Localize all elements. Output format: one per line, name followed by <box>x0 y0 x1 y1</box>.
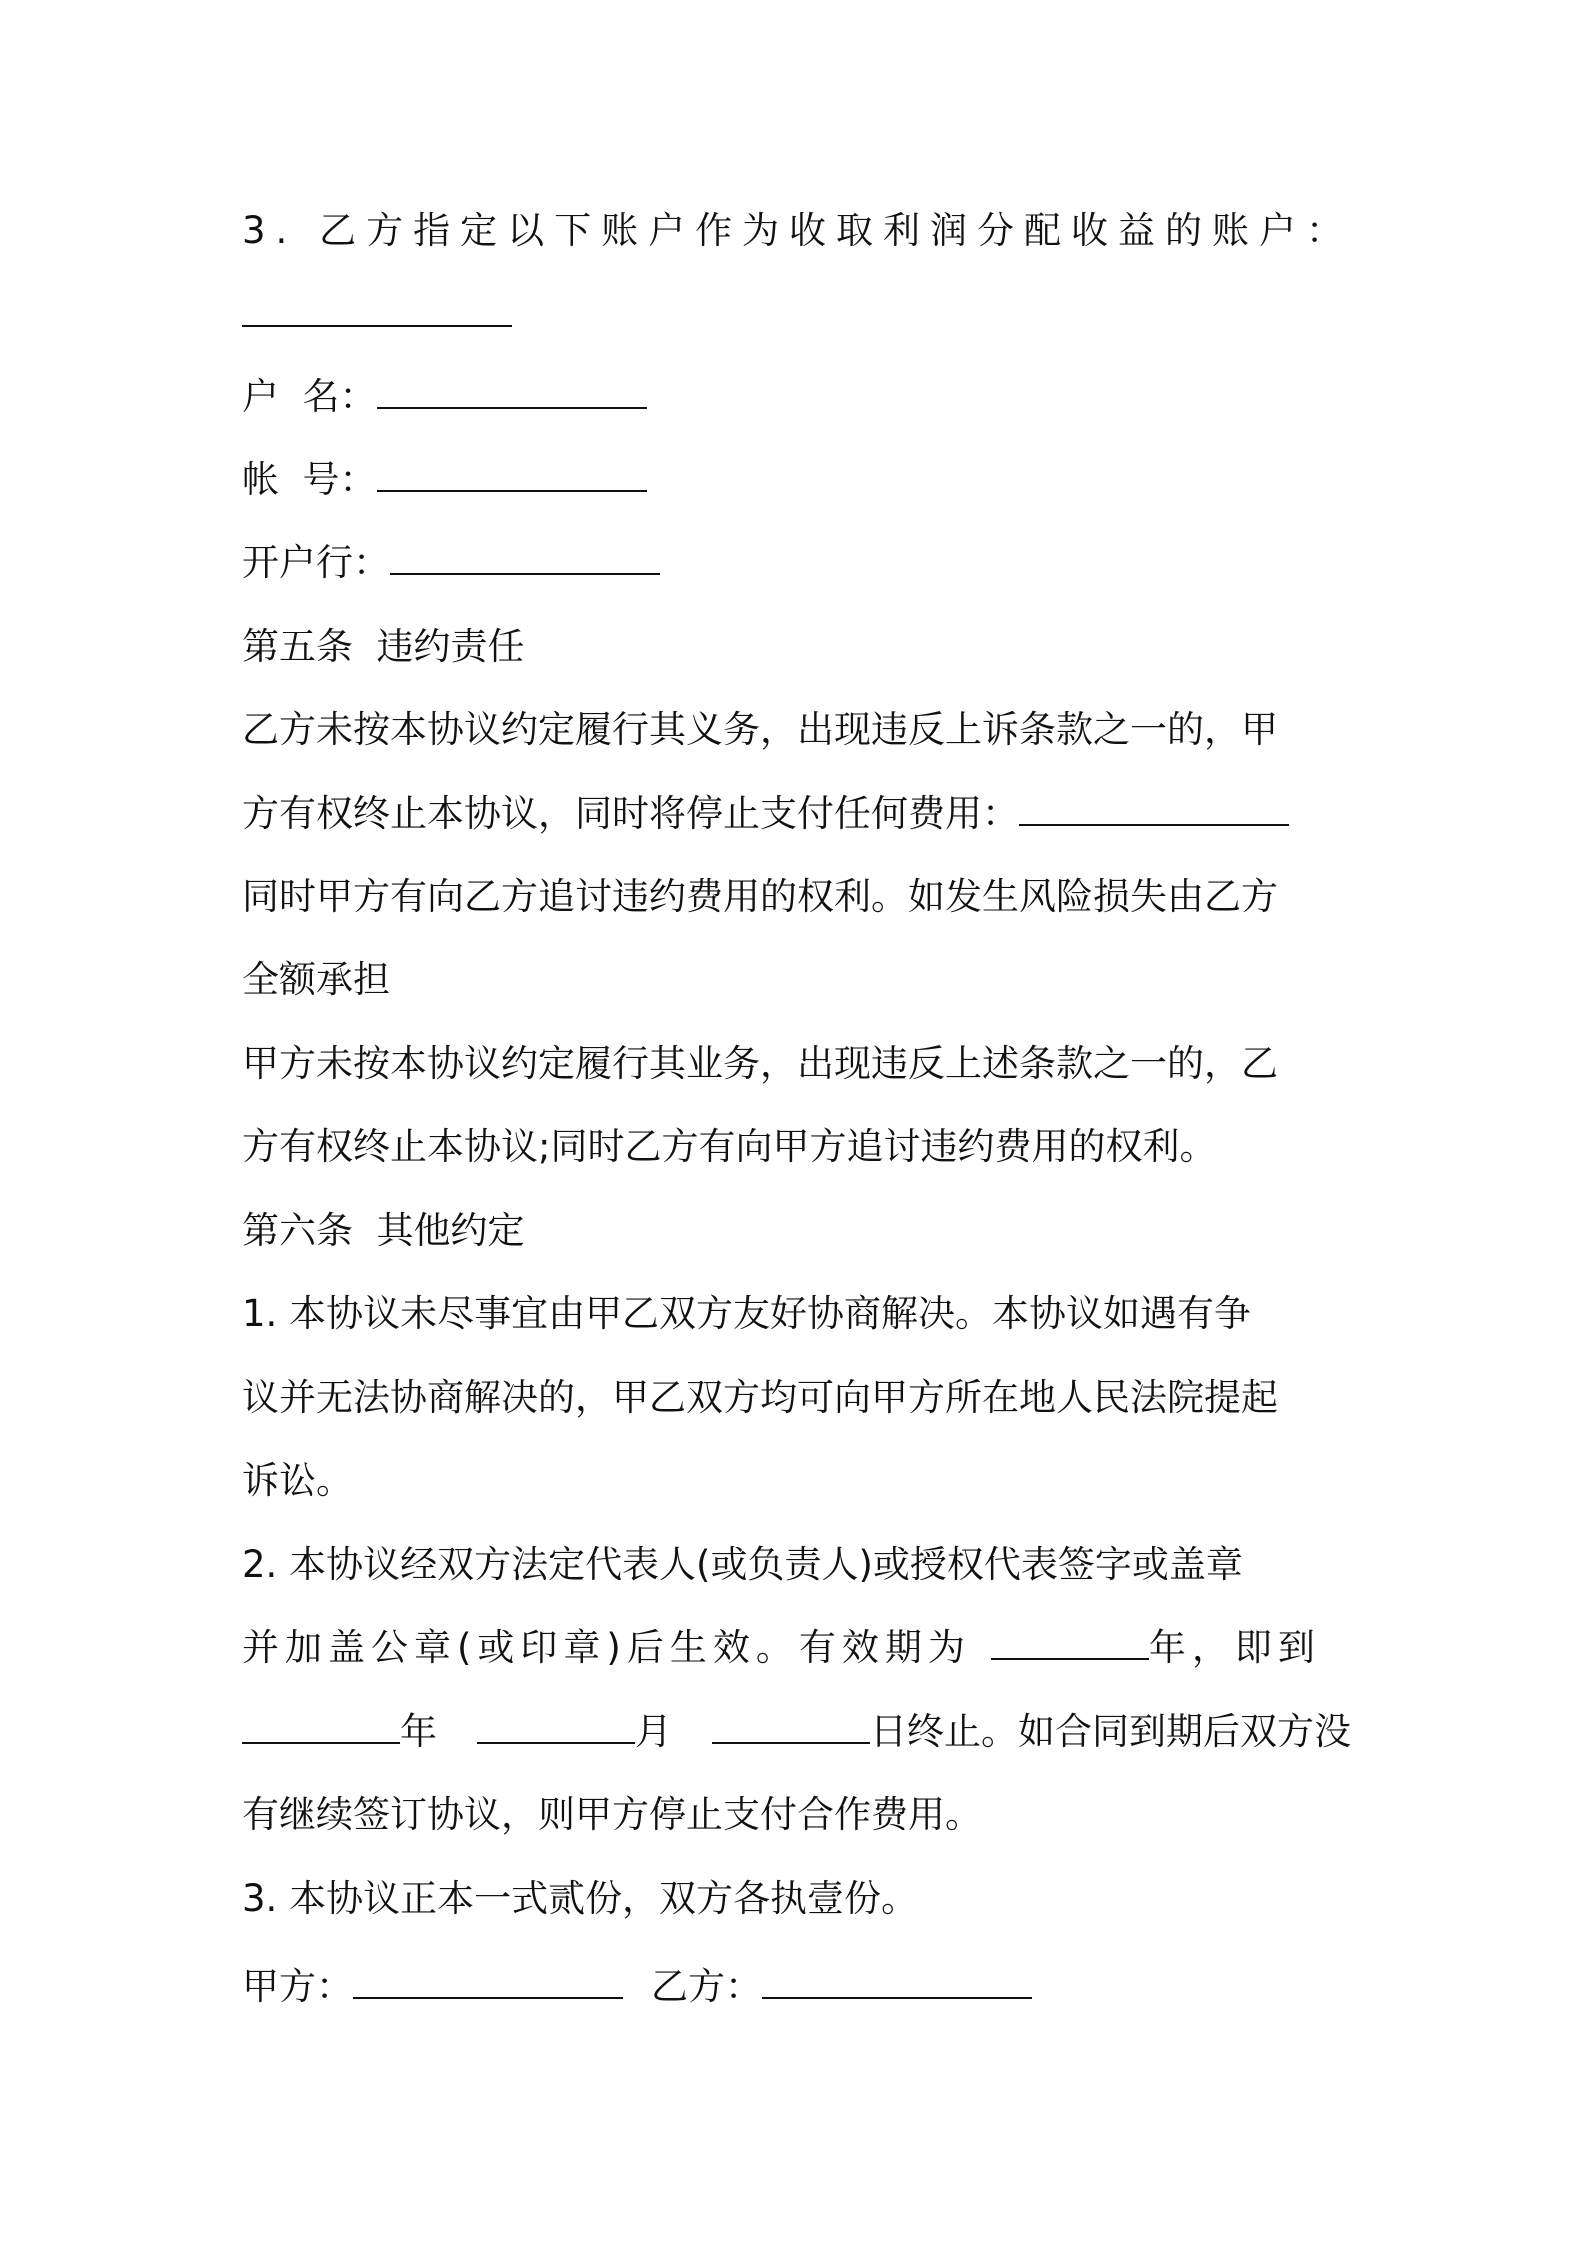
account-no-blank <box>377 460 647 492</box>
validity-years-blank <box>991 1628 1149 1660</box>
article5-p1-line3 <box>242 872 1362 922</box>
article5-p1-line2 <box>242 789 1362 839</box>
account-name-blank <box>377 377 647 409</box>
article6-item1-line2 <box>242 1373 1362 1423</box>
party-b-signature-blank <box>762 1967 1032 1999</box>
article6-item1-line1 <box>242 1289 1362 1339</box>
article6-item2-line1-text: 2. 本协议经双方法定代表人(或负责人)或授权代表签字或盖章 <box>242 1543 1243 1586</box>
article6-item1-line3-text: 诉讼。 <box>242 1459 353 1502</box>
end-day-blank <box>712 1712 870 1744</box>
article6-item1-line1-text: 1. 本协议未尽事宜由甲乙双方友好协商解决。本协议如遇有争 <box>242 1292 1252 1335</box>
article6-heading <box>242 1206 1362 1256</box>
fee-blank <box>1019 794 1289 826</box>
account-no-line <box>242 455 1362 505</box>
end-month-label: 月 <box>635 1710 672 1753</box>
article6-item3-text: 3. 本协议正本一式贰份，双方各执壹份。 <box>242 1877 919 1920</box>
article5-p2-line1 <box>242 1039 1362 1089</box>
article6-item2-line3 <box>242 1707 1362 1757</box>
clause3-intro <box>242 206 1362 256</box>
end-day-label: 日终止。如合同到期后双方没 <box>870 1710 1351 1753</box>
party-a-signature-blank <box>353 1967 623 1999</box>
article6-item2-line4-text: 有继续签订协议，则甲方停止支付合作费用。 <box>242 1793 982 1836</box>
end-year-label: 年 <box>400 1710 437 1753</box>
account-name-line <box>242 372 1362 422</box>
article5-p1-line4-text: 全额承担 <box>242 958 390 1001</box>
article6-item2-line4 <box>242 1790 1362 1840</box>
article6-item2-line1 <box>242 1540 1362 1590</box>
article6-item2-line2-text-a: 并加盖公章(或印章)后生效。有效期为 <box>242 1626 971 1669</box>
signature-line <box>242 1962 1362 2012</box>
end-month-blank <box>477 1712 635 1744</box>
bank-label: 开户行： <box>242 541 390 584</box>
end-year-blank <box>242 1712 400 1744</box>
account-no-label: 帐 号： <box>242 458 377 501</box>
account-blank <box>242 295 512 327</box>
clause3-intro-text: 3. 乙方指定以下账户作为收取利润分配收益的账户： <box>242 209 1354 252</box>
account-blank-line <box>242 290 1362 340</box>
party-a-label: 甲方： <box>242 1965 353 2008</box>
article5-p1-line3-text: 同时甲方有向乙方追讨违约费用的权利。如发生风险损失由乙方 <box>242 875 1278 918</box>
article5-p1-line1-text: 乙方未按本协议约定履行其义务，出现违反上诉条款之一的，甲 <box>242 708 1278 751</box>
article6-item3 <box>242 1874 1362 1924</box>
article5-p1-line4 <box>242 955 1362 1005</box>
account-name-label: 户 名： <box>242 375 377 418</box>
party-b-label: 乙方： <box>651 1965 762 2008</box>
article6-item1-line2-text: 议并无法协商解决的，甲乙双方均可向甲方所在地人民法院提起 <box>242 1376 1278 1419</box>
article5-heading <box>242 622 1362 672</box>
article6-heading-text: 第六条 其他约定 <box>242 1209 525 1252</box>
article5-p2-line1-text: 甲方未按本协议约定履行其业务，出现违反上述条款之一的，乙 <box>242 1042 1278 1085</box>
article5-heading-text: 第五条 违约责任 <box>242 625 525 668</box>
article6-item2-line2-text-b: 年，即到 <box>1148 1626 1321 1669</box>
article5-p2-line2 <box>242 1122 1362 1172</box>
bank-blank <box>390 543 660 575</box>
bank-line <box>242 538 1362 588</box>
article5-p1-line1 <box>242 705 1362 755</box>
article6-item2-line2 <box>242 1623 1362 1673</box>
article6-item1-line3 <box>242 1456 1362 1506</box>
article5-p1-line2-text: 方有权终止本协议，同时将停止支付任何费用： <box>242 792 1019 835</box>
article5-p2-line2-text: 方有权终止本协议;同时乙方有向甲方追讨违约费用的权利。 <box>242 1125 1217 1168</box>
